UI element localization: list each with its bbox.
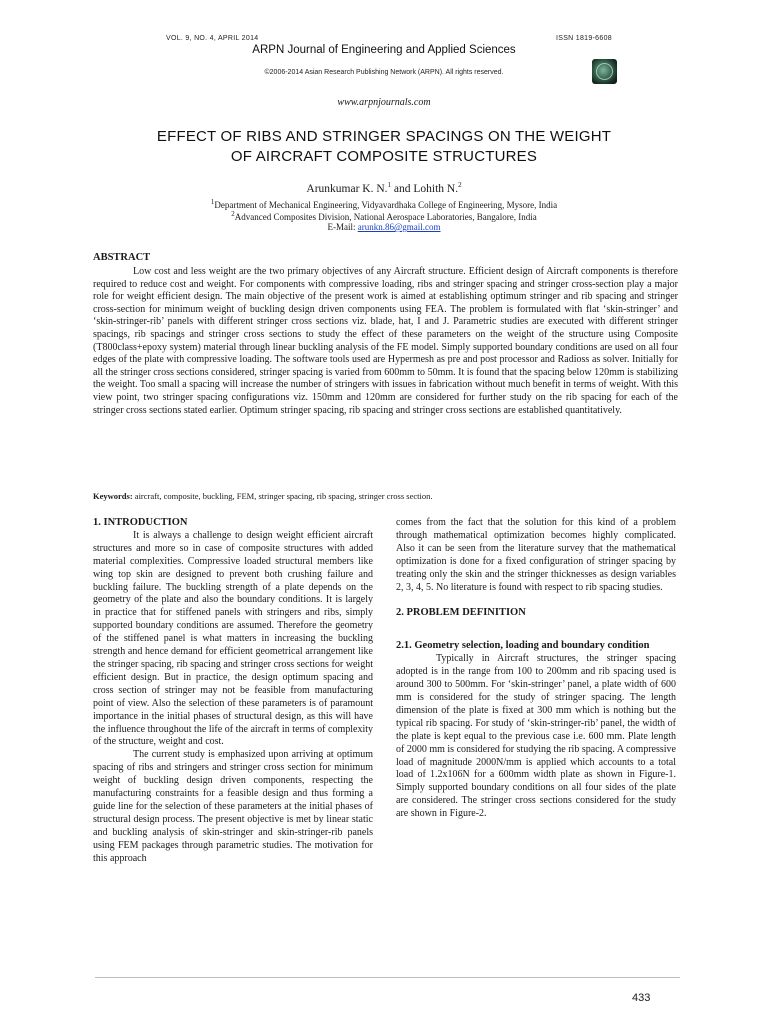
email-line	[0, 222, 768, 234]
keywords-text: aircraft, composite, buckling, FEM, stringer spacing, rib spacing, stringer cross section.	[132, 491, 433, 501]
geometry-subheading: 2.1. Geometry selection, loading and boundary condition	[396, 640, 650, 652]
author-2-sup: 2	[458, 181, 462, 189]
page-number: 433	[632, 992, 651, 1004]
problem-heading: 2. PROBLEM DEFINITION	[396, 607, 526, 619]
footer-divider	[95, 977, 680, 978]
introduction-paragraph-3: comes from the fact that the solution for this kind of a problem through mathematical optimization becomes highly complicated. Also it can be seen from the literature survey that the mathematical optimization is done for a fixed configuration of stringer spacing by treating only the skin and the stringer thicknesses as design variables 2, 3, 4, 5. No literature is found with respect to rib spacing studies.	[396, 517, 676, 593]
copyright-notice: ©2006-2014 Asian Research Publishing Network (ARPN). All rights reserved.	[264, 69, 504, 76]
affiliation-2-text: Advanced Composites Division, National Aerospace Laboratories, Bangalore, India	[234, 212, 537, 222]
title-line-1: EFFECT OF RIBS AND STRINGER SPACINGS ON THE WEIGHT	[156, 128, 612, 145]
authors	[0, 181, 768, 195]
introduction-paragraph-2: The current study is emphasized upon arriving at optimum spacing of ribs and stringers and stringer cross section for minimum weight of buckling design driven components, respecting the manufacturing constraints for a feasible design and thus forming a guide line for the selection of these parameters at the initial phases of structural design process. The present objective is met by linear static and buckling analysis of skin-stringer and skin-stringer-rib panels using FEM packages through parametric studies. The motivation for this approach	[93, 749, 373, 864]
problem-paragraph-1: Typically in Aircraft structures, the stringer spacing adopted is in the range from 100 to 200mm and rib spacing used is around 300 to 500mm. For ‘skin-stringer’ panel, a plate width of 600 mm is considered for the study of stringer spacing. The length dimension of the plate is fixed at 300 mm which is nothing but the typical rib spacing. For study of ‘skin-stringer-rib’ panel, the width of the plate is kept equal to the previous case i.e. 600 mm. Plate length of 2000 mm is considered for studying the rib spacing. A compressive load of magnitude 2000N/mm is applied which accounts to a total load of 1.2x106N for a 600mm width plate as shown in Figure-1. Simply supported boundary conditions on all four sides of the plate are considered. The stringer cross sections considered for the study are shown in Figure-2.	[396, 653, 676, 820]
title-line-2: OF AIRCRAFT COMPOSITE STRUCTURES	[230, 148, 538, 165]
volume-info: VOL. 9, NO. 4, APRIL 2014	[166, 35, 259, 42]
affiliation-1-text: Department of Mechanical Engineering, Vidyavardhaka College of Engineering, Mysore, India	[214, 200, 558, 210]
arpn-logo-icon	[592, 59, 617, 84]
introduction-paragraph-1: It is always a challenge to design weight efficient aircraft structures and more so in case of composite structures with added material complexities. Compressive loaded structural members like wing top skin are designed to prevent both crushing failure and buckling failure. The buckling strength of a plate depends on the geometry of the plate and also the boundary conditions. It is largely in practice that for stiffened panels with stringers and ribs, simply supported boundary conditions are assumed. Therefore the geometry of the stiffened panel is what matters in increasing the buckling strength and hence demand for efficient geometrical arrangement like the stringer spacing, rib spacing and stringer cross sections for weight efficient design. But in practice, the design optimum spacing and cross section of stringer may not be feasible from manufacturing point of view. Also the selection of these parameters is of paramount importance in the initial phases of structural design, as this will have the influence throughout the life of the aircraft in terms of complexity of the structure, weight and cost.	[93, 529, 373, 748]
author-2: Lohith N.	[413, 182, 459, 195]
affiliation-2-sup: 2	[231, 210, 235, 218]
author-and: and	[391, 182, 414, 195]
journal-name: ARPN Journal of Engineering and Applied Sciences	[252, 44, 516, 56]
journal-website[interactable]: www.arpnjournals.com	[337, 97, 431, 108]
issn: ISSN 1819-6608	[556, 35, 612, 42]
affiliation-1-sup: 1	[210, 198, 215, 206]
left-column	[93, 517, 373, 865]
author-1-sup: 1	[387, 181, 392, 189]
abstract-heading: ABSTRACT	[93, 252, 151, 263]
email-label: E-Mail:	[327, 222, 358, 232]
introduction-heading: 1. INTRODUCTION	[93, 517, 188, 528]
right-column	[396, 517, 676, 821]
paper-title	[0, 127, 768, 167]
email-link[interactable]: arunkn.86@gmail.com	[357, 222, 441, 232]
keywords	[93, 491, 678, 501]
author-1: Arunkumar K. N.	[306, 182, 388, 195]
abstract-text: Low cost and less weight are the two primary objectives of any Aircraft structure. Efficient design of Aircraft components is therefore required to reduce cost and weight. For components with compressive loading, ribs and stringer spacing and stringer cross-section play a major role for weight efficient design. The main objective of the present work is aimed at establishing optimum stringer and rib spacing and stringer cross-section for minimum weight of buckling design driven components using FEA. The problem is formulated with flat ‘skin-stringer’ and ‘skin-stringer-rib’ panels with different stringer cross sections viz. blade, hat, I and J. Parametric studies are executed with different stringer spacings, rib spacings and stringer cross sections to study the effect of these parameters on the weight of the structure using Composite (T800class+epoxy system) material through linear buckling analysis of the FE model. Simply supported boundary conditions are used on all four edges of the plate with compressive loading. The software tools used are Hypermesh as pre and post processor and Radioss as solver. Initially for all the stringer cross sections considered, stringer spacing is varied from 600mm to 50mm. It is found that the spacing below 120mm is stabilizing the weight. Too small a spacing will increase the number of stringers with issues in fabrication without much benefit in terms of weight. With this view point, two stringer spacing configurations viz. 150mm and 120mm are considered for further study on the rib spacing for each of the stringer cross sections stated earlier. Optimum stringer spacing, rib spacing and stringer cross sections are established quantitatively.	[93, 266, 678, 416]
keywords-label: Keywords:	[93, 491, 133, 501]
